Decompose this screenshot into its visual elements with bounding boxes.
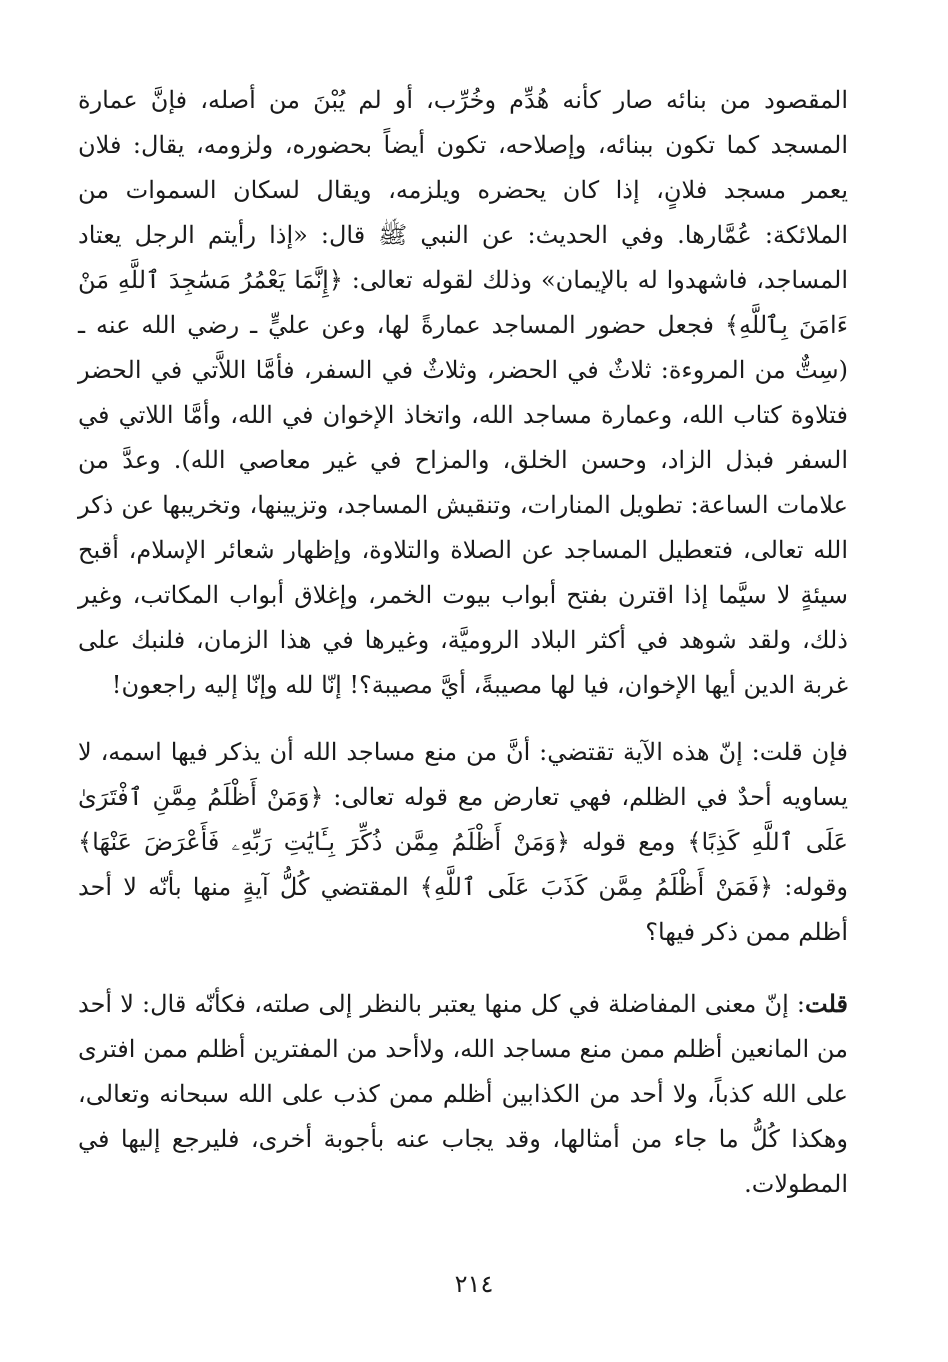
paragraph-question: [78, 730, 848, 955]
paragraph-text: المقصود من بنائه صار كأنه هُدِّم وخُرِّب، أو لم يُبْنَ من أصله، فإنَّ عمارة المسجد كما تكون ببنائه، وإصلاحه، تكون أيضاً بحضوره، ولزومه، يقال: فلان يعمر مسجد فلانٍ، إذا كان يحضره ويلزمه، ويقال لسكان السموات من الملائكة: عُمَّارها. وفي الحديث: عن النبي ﷺ قال: «إذا رأيتم الرجل يعتاد المساجد، فاشهدوا له بالإيمان» وذلك لقوله تعالى: ﴿إِنَّمَا يَعْمُرُ مَسَٰجِدَ ٱللَّهِ مَنْ ءَامَنَ بِٱللَّهِ﴾ فجعل حضور المساجد عمارةً لها، وعن عليٍّ ـ رضي الله عنه ـ (سِتٌّ من المروءة: ثلاثٌ في الحضر، وثلاثٌ في السفر، فأمَّا اللاَّتي في الحضر فتلاوة كتاب الله، وعمارة مساجد الله، واتخاذ الإخوان في الله، وأمَّا اللاتي في السفر فبذل الزاد، وحسن الخلق، والمزاح في غير معاصي الله). وعدَّ من علامات الساعة: تطويل المنارات، وتنقيش المساجد، وتزيينها، وتخريبها عن ذكر الله تعالى، فتعطيل المساجد عن الصلاة والتلاوة، وإظهار شعائر الإسلام، أقبح سيئةٍ لا سيَّما إذا اقترن بفتح أبواب بيوت الخمر، وإغلاق أبواب المكاتب، وغير ذلك، ولقد شوهد في أكثر البلاد الروميَّة، وغيرها في هذا الزمان، فلنبك على غربة الدين أيها الإخوان، فيا لها مصيبةً، أيَّ مصيبة؟! إنّا لله وإنّا إليه راجعون!: [78, 86, 848, 699]
paragraph-text: : إنّ معنى المفاضلة في كل منها يعتبر بالنظر إلى صلته، فكأنّه قال: لا أحد من المانعين أظلم ممن منع مساجد الله، ولاأحد من المفترين أظلم ممن افترى على الله كذباً، ولا أحد من الكذابين أظلم ممن كذب على الله سبحانه وتعالى، وهكذا كُلُّ ما جاء من أمثالها، وقد يجاب عنه بأجوبة أخرى، فليرجع إليها في المطولات.: [78, 990, 848, 1198]
answer-lead-word: قلت: [805, 989, 848, 1018]
paragraph-text: فإن قلت: إنّ هذه الآية تقتضي: أنَّ من منع مساجد الله أن يذكر فيها اسمه، لا يساويه أحدٌ في الظلم، فهي تعارض مع قوله تعالى: ﴿وَمَنْ أَظْلَمُ مِمَّنِ ٱفْتَرَىٰ عَلَى ٱللَّهِ كَذِبًا﴾ ومع قوله ﴿وَمَنْ أَظْلَمُ مِمَّن ذُكِّرَ بِـَٔايَٰتِ رَبِّهِۦ فَأَعْرَضَ عَنْهَا﴾ وقوله: ﴿فَمَنْ أَظْلَمُ مِمَّن كَذَبَ عَلَى ٱللَّهِ﴾ المقتضي كُلُّ آيةٍ منها بأنّه لا أحد أظلم ممن ذكر فيها؟: [78, 738, 848, 946]
page-number: ٢١٤: [454, 1270, 494, 1298]
paragraph-masjid-building: [78, 78, 848, 708]
page-body: [78, 78, 848, 1207]
paragraph-answer: [78, 981, 848, 1207]
